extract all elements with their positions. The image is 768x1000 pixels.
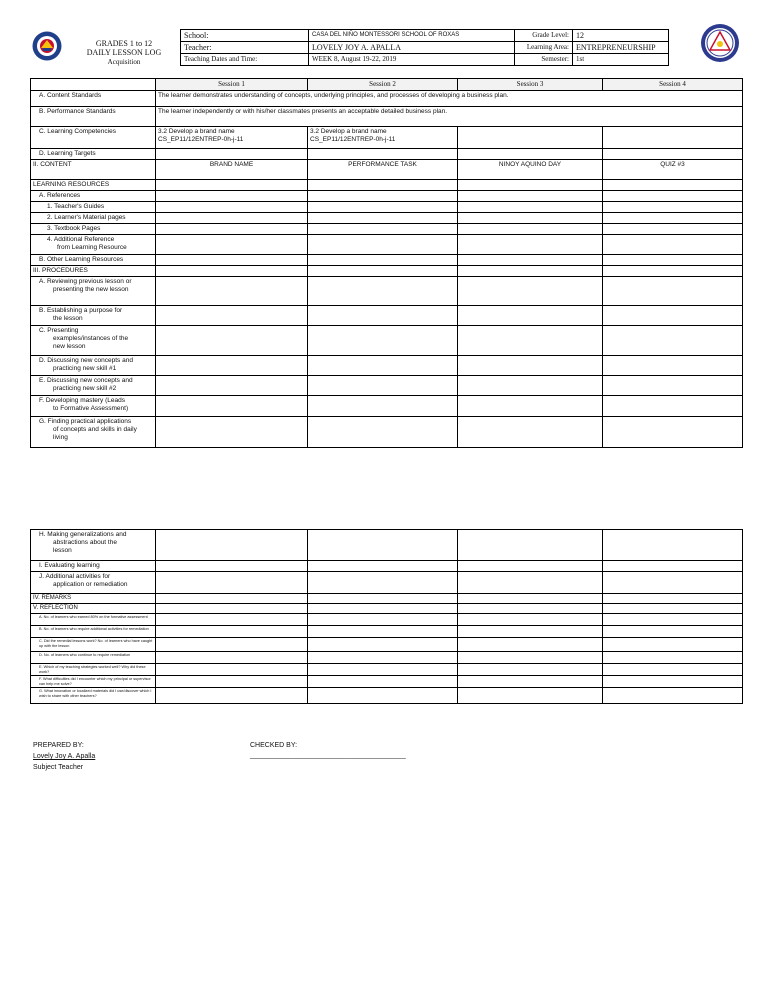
session-1-header: Session 1 (156, 79, 308, 91)
competency-session-3 (458, 127, 603, 149)
school-seal-logo (700, 23, 740, 63)
learners-material-label: 2. Learner's Material pages (31, 213, 156, 224)
remarks-label: IV. REMARKS (31, 594, 156, 604)
grade-level-value: 12 (573, 30, 669, 42)
references-label: A. References (31, 191, 156, 202)
content-session-3: NINOY AQUINO DAY (458, 160, 603, 180)
teacher-value: LOVELY JOY A. APALLA (309, 42, 515, 54)
form-subtitle: Acquisition (107, 58, 141, 66)
content-session-2: PERFORMANCE TASK (308, 160, 458, 180)
form-title-line2: DAILY LESSON LOG (86, 48, 162, 57)
school-value: CASA DEL NIÑO MONTESSORI SCHOOL OF ROXAS (309, 30, 515, 42)
learning-area-label: Learning Area: (515, 42, 573, 54)
reflection-item-f: F. What difficulties did I encounter which my principal or supervisor can help me solve? (31, 676, 156, 688)
prepared-by-name: Lovely Joy A. Apalla (33, 753, 96, 760)
teaching-dates-label: Teaching Dates and Time: (181, 54, 309, 66)
competency-session-1: 3.2 Develop a brand name CS_EP11/12ENTREP-0h-j-11 (156, 127, 308, 149)
deped-seal-logo (32, 31, 62, 61)
semester-label: Semester: (515, 54, 573, 66)
semester-value: 1st (573, 54, 669, 66)
content-standards-label: A. Content Standards (31, 91, 156, 107)
reflection-item-d: D. No. of learners who continue to require remediation (31, 652, 156, 664)
learning-targets-label: D. Learning Targets (31, 149, 156, 160)
school-label: School: (181, 30, 309, 42)
lesson-log-table-continued (30, 529, 743, 704)
prepared-by-role: Subject Teacher (33, 764, 84, 771)
teaching-dates-value: WEEK 8, August 19-22, 2019 (309, 54, 515, 66)
procedure-i-label: I. Evaluating learning (31, 561, 156, 572)
session-2-header: Session 2 (308, 79, 458, 91)
procedure-f-label: F. Developing mastery (Leads to Formative Assessment) (31, 396, 156, 417)
session-4-header: Session 4 (603, 79, 743, 91)
performance-standards-label: B. Performance Standards (31, 107, 156, 127)
content-session-1: BRAND NAME (156, 160, 308, 180)
reflection-item-a: A. No. of learners who earned 80% on the formative assessment (31, 614, 156, 626)
content-session-4: QUIZ #3 (603, 160, 743, 180)
reflection-item-e: E. Which of my teaching strategies worked well? Why did these work? (31, 664, 156, 676)
reflection-label: V. REFLECTION (31, 604, 156, 614)
form-title-line1: GRADES 1 to 12 (95, 39, 153, 48)
textbook-pages-label: 3. Textbook Pages (31, 224, 156, 235)
procedure-c-label: C. Presenting examples/instances of the new lesson (31, 326, 156, 356)
checked-by-signature-line: ________________________________________ (250, 752, 406, 759)
learning-area-value: ENTREPRENEURSHIP (573, 42, 669, 54)
header-info-grid (180, 29, 669, 66)
teachers-guides-label: 1. Teacher's Guides (31, 202, 156, 213)
procedure-b-label: B. Establishing a purpose for the lesson (31, 306, 156, 326)
checked-by-label: CHECKED BY: (250, 742, 298, 749)
content-standards-text: The learner demonstrates understanding of concepts, underlying principles, and processes of developing a business plan. (156, 91, 743, 107)
reflection-item-b: B. No. of learners who require additional activities for remediation (31, 626, 156, 638)
competency-session-4 (603, 127, 743, 149)
procedure-h-label: H. Making generalizations and abstractions about the lesson (31, 530, 156, 561)
other-resources-label: B. Other Learning Resources (31, 255, 156, 266)
grade-level-label: Grade Level: (515, 30, 573, 42)
learning-resources-label: LEARNING RESOURCES (31, 180, 156, 191)
content-label: II. CONTENT (31, 160, 156, 180)
lesson-log-table-main (30, 78, 743, 448)
reflection-item-g: G. What innovation or localized materials did I use/discover which I wish to share with other teachers? (31, 688, 156, 704)
performance-standards-text: The learner independently or with his/her classmates presents an acceptable detailed business plan. (156, 107, 743, 127)
learning-competencies-label: C. Learning Competencies (31, 127, 156, 149)
procedure-d-label: D. Discussing new concepts and practicing new skill #1 (31, 356, 156, 376)
procedure-a-label: A. Reviewing previous lesson or presenting the new lesson (31, 277, 156, 306)
competency-session-2: 3.2 Develop a brand name CS_EP11/12ENTREP-0h-j-11 (308, 127, 458, 149)
teacher-label: Teacher: (181, 42, 309, 54)
procedure-j-label: J. Additional activities for application or remediation (31, 572, 156, 594)
corner-cell (31, 79, 156, 91)
additional-reference-label: 4. Additional Reference from Learning Resource (31, 235, 156, 255)
procedure-e-label: E. Discussing new concepts and practicing new skill #2 (31, 376, 156, 396)
reflection-item-c: C. Did the remedial lessons work? No. of learners who have caught up with the lesson (31, 638, 156, 652)
procedures-label: III. PROCEDURES (31, 266, 156, 277)
procedure-g-label: G. Finding practical applications of concepts and skills in daily living (31, 417, 156, 448)
session-3-header: Session 3 (458, 79, 603, 91)
prepared-by-label: PREPARED BY: (33, 742, 84, 749)
